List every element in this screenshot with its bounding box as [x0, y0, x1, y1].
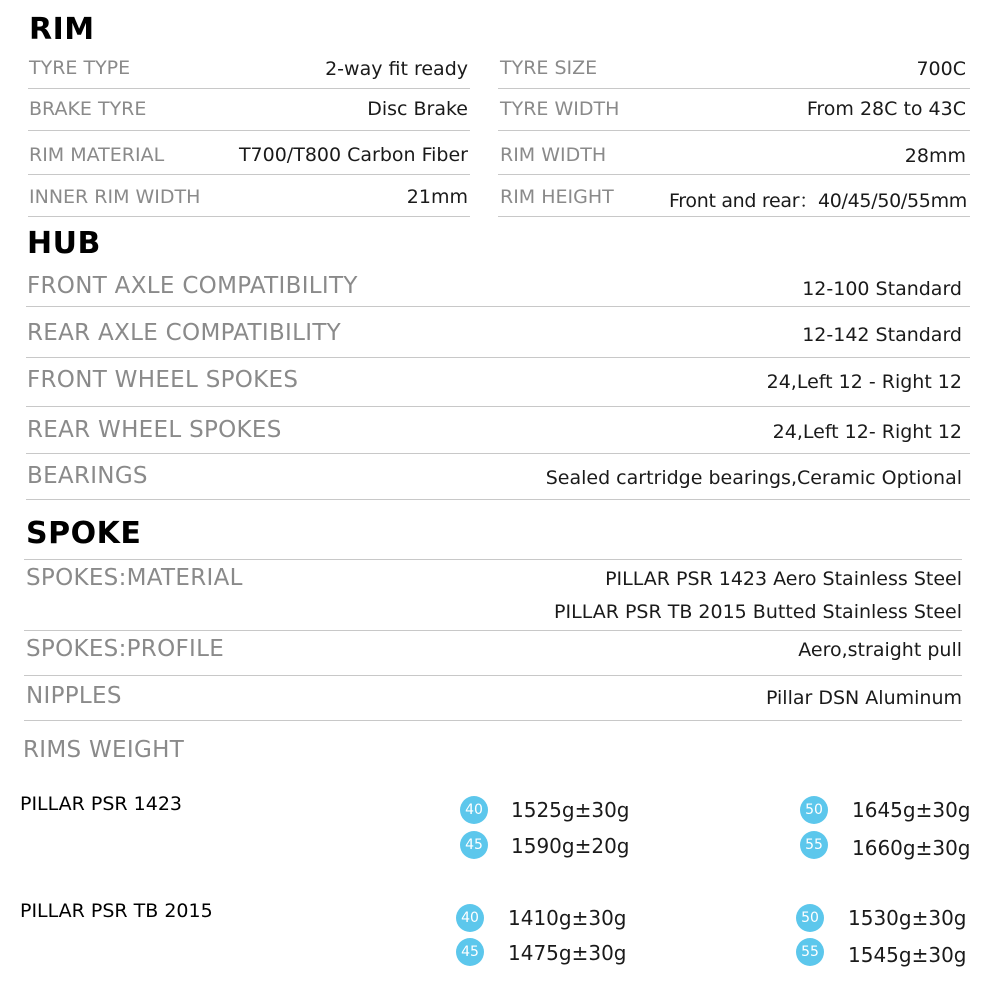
front-axle-label: FRONT AXLE COMPATIBILITY — [27, 273, 358, 299]
divider — [28, 174, 470, 175]
rim-height-value: Front and rear：40/45/50/55mm — [669, 190, 967, 212]
spoke-section-title: SPOKE — [26, 516, 142, 551]
divider — [28, 216, 470, 217]
size-badge: 40 — [460, 796, 488, 824]
rim-section-title: RIM — [29, 12, 95, 47]
divider — [498, 216, 970, 217]
size-badge: 45 — [460, 831, 488, 859]
rim-material-value: T700/T800 Carbon Fiber — [238, 144, 468, 166]
divider — [26, 453, 970, 454]
spokes-profile-label: SPOKES:PROFILE — [26, 636, 225, 662]
weight-value: 1475g±30g — [508, 941, 627, 965]
brake-tyre-value: Disc Brake — [367, 98, 468, 120]
spokes-material-label: SPOKES:MATERIAL — [26, 565, 243, 591]
divider — [498, 88, 970, 89]
inner-rim-width-label: INNER RIM WIDTH — [29, 186, 201, 208]
inner-rim-width-value: 21mm — [406, 186, 468, 208]
brake-tyre-label: BRAKE TYRE — [29, 98, 147, 120]
divider — [24, 720, 962, 721]
model-name: PILLAR PSR TB 2015 — [20, 900, 213, 922]
weight-value: 1525g±30g — [511, 798, 630, 822]
divider — [24, 675, 962, 676]
tyre-size-label: TYRE SIZE — [500, 57, 598, 79]
rear-axle-label: REAR AXLE COMPATIBILITY — [27, 320, 342, 346]
divider — [24, 630, 962, 631]
weight-value: 1590g±20g — [511, 834, 630, 858]
tyre-size-value: 700C — [916, 58, 966, 80]
spokes-material-value: PILLAR PSR 1423 Aero Stainless Steel — [605, 568, 962, 590]
size-badge: 50 — [800, 796, 828, 824]
divider — [26, 357, 970, 358]
divider — [498, 130, 970, 131]
tyre-type-value: 2-way fit ready — [325, 58, 468, 80]
nipples-value: Pillar DSN Aluminum — [765, 687, 962, 709]
divider — [24, 559, 962, 560]
weight-value: 1660g±30g — [852, 836, 971, 860]
divider — [28, 130, 470, 131]
bearings-value: Sealed cartridge bearings,Ceramic Optional — [545, 467, 962, 489]
model-name: PILLAR PSR 1423 — [20, 793, 183, 815]
rim-width-label: RIM WIDTH — [500, 144, 607, 166]
rim-width-value: 28mm — [904, 145, 966, 167]
rims-weight-title: RIMS WEIGHT — [23, 737, 185, 763]
spokes-material-value: PILLAR PSR TB 2015 Butted Stainless Steel — [554, 601, 962, 623]
size-badge: 55 — [796, 938, 824, 966]
size-badge: 40 — [456, 904, 484, 932]
hub-section-title: HUB — [27, 226, 101, 261]
weight-value: 1530g±30g — [848, 906, 967, 930]
size-badge: 55 — [800, 831, 828, 859]
front-spokes-value: 24,Left 12 - Right 12 — [766, 371, 962, 393]
divider — [26, 306, 970, 307]
front-spokes-label: FRONT WHEEL SPOKES — [27, 367, 299, 393]
rim-material-label: RIM MATERIAL — [29, 144, 165, 166]
size-badge: 50 — [796, 904, 824, 932]
nipples-label: NIPPLES — [26, 683, 122, 709]
size-badge: 45 — [456, 938, 484, 966]
rear-spokes-label: REAR WHEEL SPOKES — [27, 417, 282, 443]
spokes-profile-value: Aero,straight pull — [798, 639, 962, 661]
rear-axle-value: 12-142 Standard — [802, 324, 962, 346]
divider — [26, 406, 970, 407]
weight-value: 1545g±30g — [848, 943, 967, 967]
weight-value: 1645g±30g — [852, 798, 971, 822]
rear-spokes-value: 24,Left 12- Right 12 — [772, 421, 962, 443]
tyre-type-label: TYRE TYPE — [29, 57, 131, 79]
front-axle-value: 12-100 Standard — [802, 278, 962, 300]
tyre-width-label: TYRE WIDTH — [500, 98, 620, 120]
bearings-label: BEARINGS — [27, 463, 148, 489]
divider — [498, 174, 970, 175]
divider — [28, 88, 470, 89]
rim-height-label: RIM HEIGHT — [500, 186, 614, 208]
tyre-width-value: From 28C to 43C — [806, 98, 966, 120]
weight-value: 1410g±30g — [508, 906, 627, 930]
divider — [26, 499, 970, 500]
